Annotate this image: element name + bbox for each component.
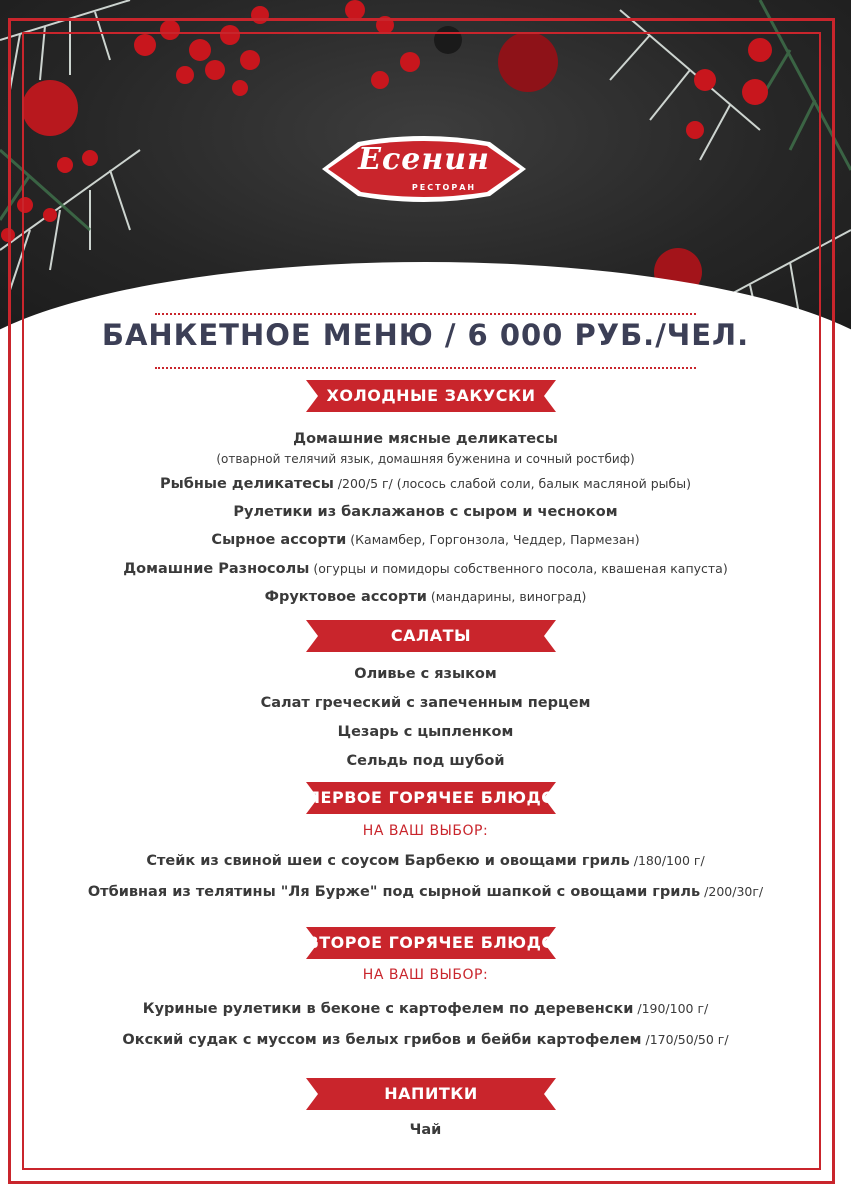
menu-item: Оливье с языком bbox=[354, 666, 497, 682]
section-heading: ВТОРОЕ ГОРЯЧЕЕ БЛЮДО bbox=[306, 933, 556, 952]
menu-item: Сырное ассорти (Камамбер, Горгонзола, Чеддер, Пармезан) bbox=[211, 532, 640, 548]
section-banner-cold bbox=[306, 380, 556, 412]
section-banner-salads bbox=[306, 620, 556, 652]
menu-item: Домашние мясные деликатесы bbox=[293, 431, 558, 447]
section-heading: САЛАТЫ bbox=[390, 626, 472, 645]
title-divider-top bbox=[155, 313, 696, 315]
menu-item: Стейк из свиной шеи с соусом Барбекю и овощами гриль /180/100 г/ bbox=[146, 853, 705, 869]
choice-label: НА ВАШ ВЫБОР: bbox=[362, 967, 489, 983]
section-banner-second-hot bbox=[306, 927, 556, 959]
section-banner-first-hot bbox=[306, 782, 556, 814]
menu-item: Куриные рулетики в беконе с картофелем по деревенски /190/100 г/ bbox=[142, 1001, 709, 1017]
menu-item: Домашние Разносолы (огурцы и помидоры собственного посола, квашеная капуста) bbox=[123, 561, 728, 577]
menu-item: Цезарь с цыпленком bbox=[337, 724, 514, 740]
logo-name: Есенин bbox=[358, 142, 490, 177]
menu-item: Салат греческий с запеченным перцем bbox=[260, 695, 591, 711]
title-divider-bottom bbox=[155, 367, 696, 369]
menu-item: Рулетики из баклажанов с сыром и чесноком bbox=[233, 504, 618, 520]
menu-item: Окский судак с муссом из белых грибов и бейби картофелем /170/50/50 г/ bbox=[122, 1032, 729, 1048]
menu-item-note: (отварной телячий язык, домашняя буженина и сочный ростбиф) bbox=[216, 452, 635, 466]
page-title: БАНКЕТНОЕ МЕНЮ / 6 000 РУБ./ЧЕЛ. bbox=[101, 318, 750, 352]
section-heading: ХОЛОДНЫЕ ЗАКУСКИ bbox=[326, 386, 536, 405]
section-heading: НАПИТКИ bbox=[384, 1084, 478, 1103]
menu-item: Отбивная из телятины "Ля Бурже" под сырной шапкой с овощами гриль /200/30г/ bbox=[87, 884, 764, 900]
logo-subtitle: РЕСТОРАН bbox=[411, 183, 477, 192]
section-banner-drinks bbox=[306, 1078, 556, 1110]
restaurant-logo bbox=[318, 136, 530, 202]
choice-label: НА ВАШ ВЫБОР: bbox=[362, 823, 489, 839]
menu-item: Чай bbox=[409, 1122, 442, 1138]
menu-item: Сельдь под шубой bbox=[346, 753, 505, 769]
section-heading: ПЕРВОЕ ГОРЯЧЕЕ БЛЮДО bbox=[306, 788, 556, 807]
menu-item: Фруктовое ассорти (мандарины, виноград) bbox=[264, 589, 587, 605]
menu-item: Рыбные деликатесы /200/5 г/ (лосось слабой соли, балык масляной рыбы) bbox=[160, 476, 691, 492]
